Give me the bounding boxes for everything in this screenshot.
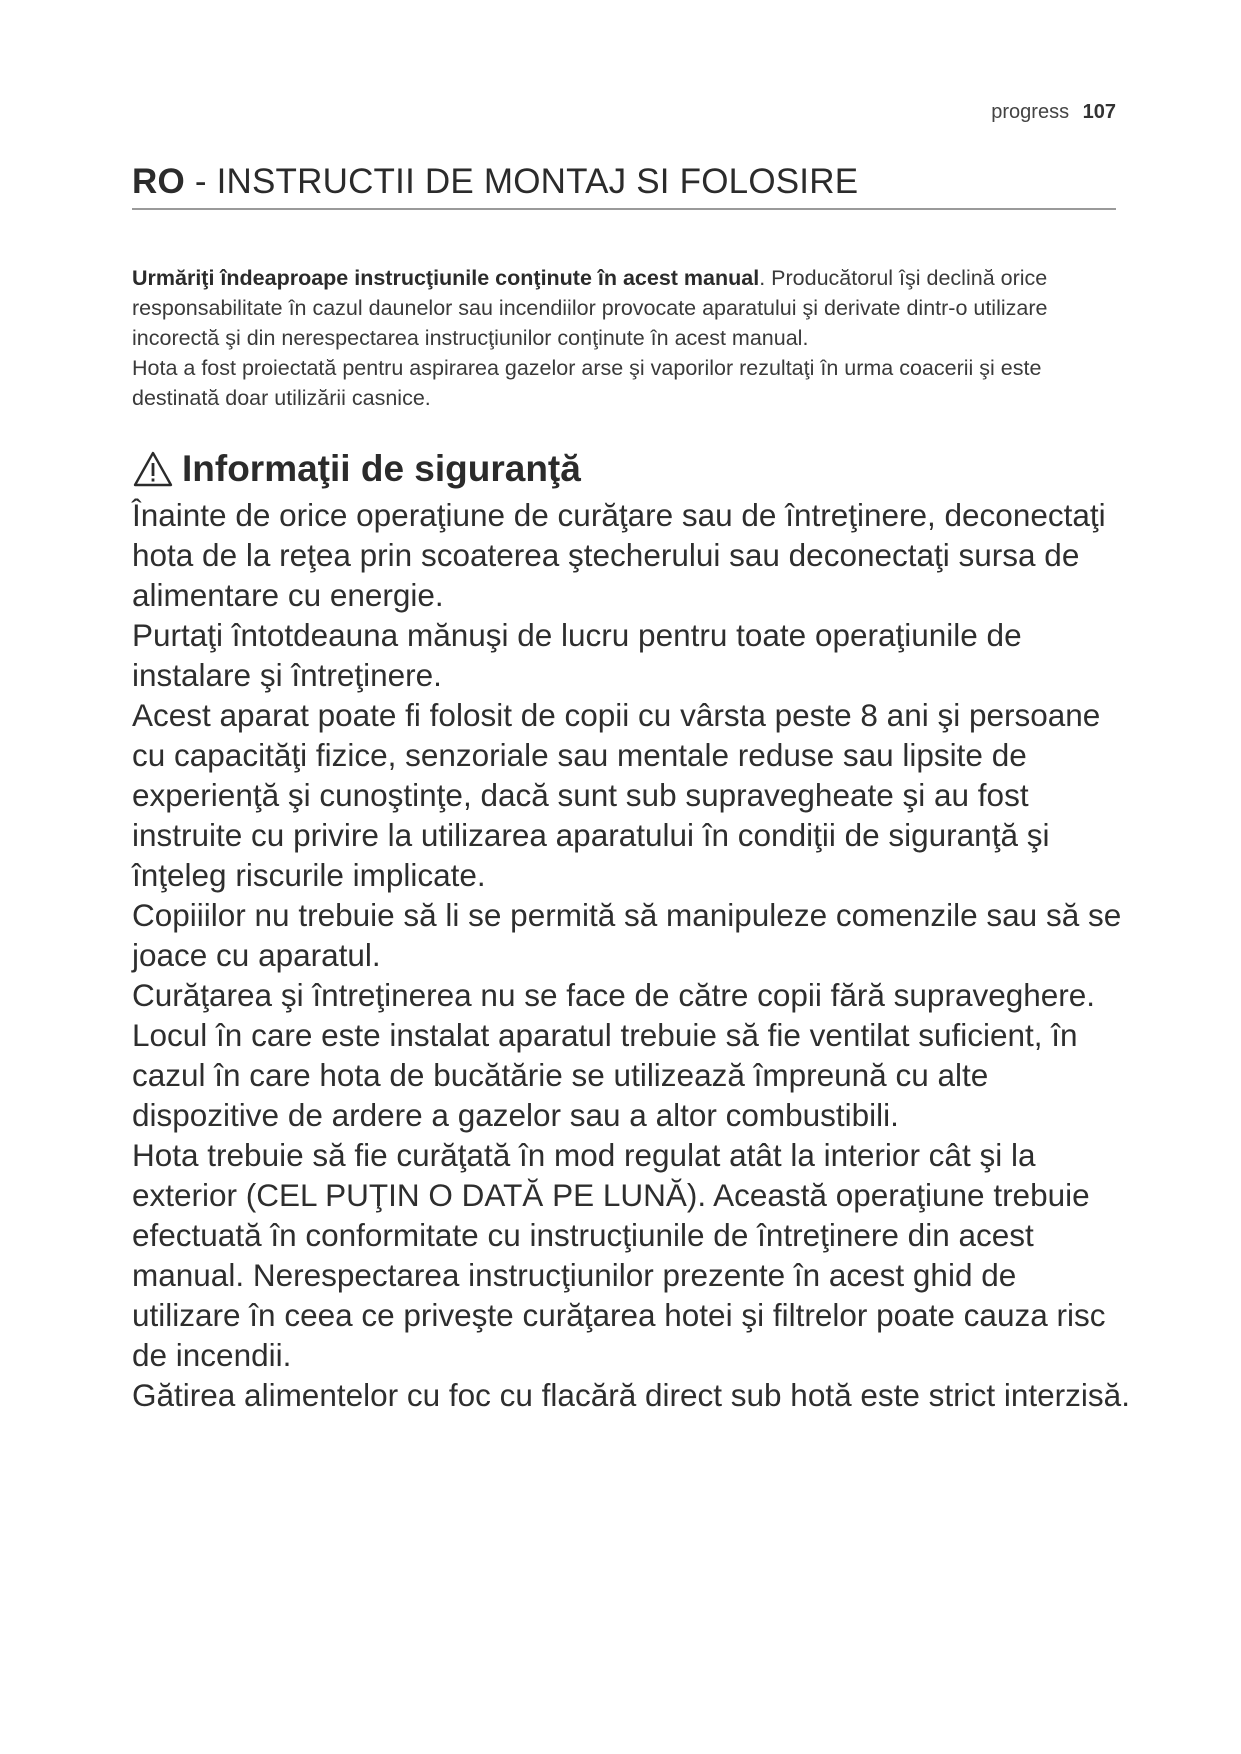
intro-rest: . Producătorul îşi declină orice responsabilitate în cazul daunelor sau incendiilor provocate aparatului şi derivate dintr-o utilizare incorectă şi din nerespectarea instrucţiunilor conţinute în acest manual. bbox=[132, 266, 1048, 350]
safety-paragraph: Înainte de orice operaţiune de curăţare sau de întreţinere, deconectaţi hota de la reţea prin scoaterea ştecherului sau deconectaţi sursa de alimentare cu energie. bbox=[132, 497, 1106, 613]
safety-paragraph: Copiiilor nu trebuie să li se permită să manipuleze comenzile sau să se joace cu aparatul. bbox=[132, 897, 1122, 973]
safety-paragraph: Gătirea alimentelor cu foc cu flacără direct sub hotă este strict interzisă. bbox=[132, 1377, 1130, 1413]
safety-paragraph: Locul în care este instalat aparatul trebuie să fie ventilat suficient, în cazul în care hota de bucătărie se utilizează împreună cu alte dispozitive de ardere a gazelor sau a altor combustibili. bbox=[132, 1017, 1078, 1133]
intro-section bbox=[132, 263, 1122, 413]
safety-paragraph: Purtaţi întotdeauna mănuşi de lucru pentru toate operaţiunile de instalare şi întreţinere. bbox=[132, 617, 1022, 693]
brand-name: progress bbox=[991, 101, 1070, 123]
intro-paragraph bbox=[132, 263, 1122, 353]
page-number: 107 bbox=[1082, 101, 1116, 123]
page-title-text: - INSTRUCTII DE MONTAJ SI FOLOSIRE bbox=[184, 162, 859, 201]
safety-paragraph: Acest aparat poate fi folosit de copii cu vârsta peste 8 ani şi persoane cu capacităţi fizice, senzoriale sau mentale reduse sau lipsite de experienţă şi cunoştinţe, dacă sunt sub supravegheate şi au fost instruite cu privire la utilizarea aparatului în condiţii de siguranţă şi înţeleg riscurile implicate. bbox=[132, 697, 1101, 893]
language-code: RO bbox=[132, 162, 185, 201]
safety-paragraph: Hota trebuie să fie curăţată în mod regulat atât la interior cât şi la exterior (CEL PUŢIN O DATĂ PE LUNĂ). Această operaţiune trebuie efectuată în conformitate cu instrucţiunile de întreţinere din acest manual. Nerespectarea instrucţiunilor prezente în acest ghid de utilizare în ceea ce priveşte curăţarea hotei şi filtrelor poate cauza risc de incendii. bbox=[132, 1137, 1106, 1373]
safety-section bbox=[132, 447, 1132, 1415]
warning-triangle-icon bbox=[132, 450, 174, 488]
page-header bbox=[991, 101, 1116, 124]
title-block bbox=[132, 162, 1116, 210]
safety-heading: Informaţii de siguranţă bbox=[182, 448, 581, 489]
intro-bold-lead: Urmăriţi îndeaproape instrucţiunile conţinute în acest manual bbox=[132, 266, 760, 290]
safety-heading-row bbox=[132, 447, 1132, 491]
page-title bbox=[132, 162, 1116, 202]
safety-paragraph: Curăţarea şi întreţinerea nu se face de către copii fără supraveghere. bbox=[132, 977, 1096, 1013]
safety-body bbox=[132, 495, 1132, 1415]
intro-paragraph-2: Hota a fost proiectată pentru aspirarea gazelor arse şi vaporilor rezultaţi în urma coacerii şi este destinată doar utilizării casnice. bbox=[132, 356, 1042, 410]
